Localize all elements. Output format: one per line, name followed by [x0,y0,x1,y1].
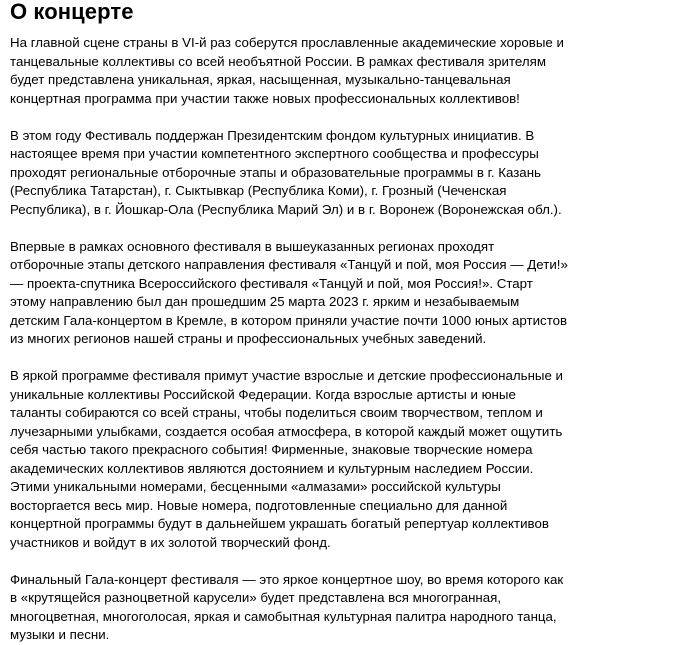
section-title: О концерте [10,0,134,24]
paragraph-gala-concert: Финальный Гала-концерт фестиваля — это яркое концертное шоу, во время которого как в «крутящейся разноцветной карусели» будет представлена вся многогранная, многоцветная, многоголосая, яркая и самобытная культурная палитра народного танца, музыки и песни. [10,571,564,642]
paragraph-fund-support: В этом году Фестиваль поддержан Президентским фондом культурных инициатив. В настоящее время при участии компетентного экспертного сообщества и профессуры проходят региональные отборочные этапы и образовательные программы в г. Казань (Республика Татарстан), г. Сыктывкар (Республика Коми), г. Грозный (Чеченская Республика), в г. Йошкар-Ола (Республика Марий Эл) и в г. Воронеж (Воронежская обл.). [10,127,562,217]
paragraph-children-direction: Впервые в рамках основного фестиваля в вышеуказанных регионах проходят отборочные этапы детского направления фестиваля «Танцуй и пой, моя Россия — Дети!» — проекта-спутника Всероссийского фестиваля «Танцуй и пой, моя Россия!». Старт этому направлению был дан прошедшим 25 марта 2023 г. ярким и незабываемым детским Гала-концертом в Кремле, в котором приняли участие почти 1000 юных артистов из многих регионов нашей страны и профессиональных учебных заведений. [10,238,568,346]
paragraph-program: В яркой программе фестиваля примут участие взрослые и детские профессиональные и уникальные коллективы Российской Федерации. Когда взрослые артисты и юные таланты собираются со всей страны, чтобы поделиться своим творчеством, теплом и лучезарными улыбками, создается особая атмосфера, в которой каждый может ощутить себя частью такого прекрасного события! Фирменные, знаковые творческие номера академических коллективов являются достоянием и культурным наследием России. Этими уникальными номерами, бесценными «алмазами» российской культуры восторгается весь мир. Новые номера, подготовленные специально для данной концертной программы будут в дальнейшем украшать богатый репертуар коллективов участников и войдут в их золотой творческий фонд. [10,368,563,550]
paragraph-intro: На главной сцене страны в VI-й раз соберутся прославленные академические хоровые и танцевальные коллективы со всей необъятной России. В рамках фестиваля зрителям будет представлена уникальная, яркая, насыщенная, музыкально-танцевальная концертная программа при участии также новых профессиональных коллективов! [10,35,564,106]
section-body [10,34,570,645]
